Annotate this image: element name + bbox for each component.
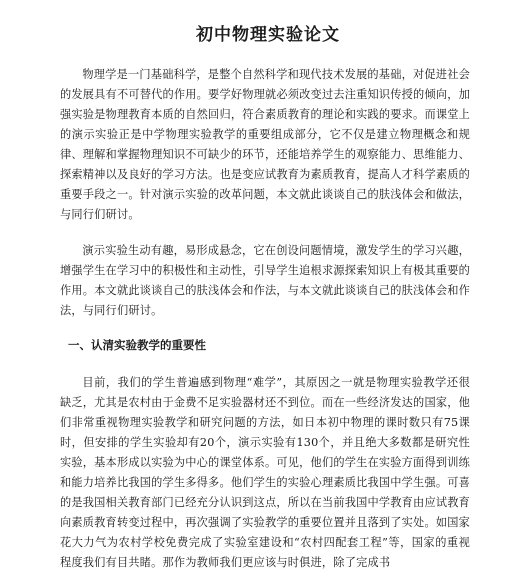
section-paragraph: 目前，我们的学生普遍感到物理“难学”，其原因之一就是物理实验教学还很缺乏，尤其是农村由于金费不足实验器材还不到位。而在一些经济发达的国家，他们非常重视物理实验教学和研究问题的方法，如日本初中物理的课时数只有75课时，但安排的学生实验却有20个，演示实验有130个，并且绝大多数都是研究性实验，基本形成以实验为中心的课堂体系。可见，他们的学生在实验方面得到训练和能力培养比我国的学生多得多。他们学生的实验心理素质比我国中学生强。可喜的是我国相关教育部门已经充分认识到这点，所以在当前我国中学教育由应试教育向素质教育转变过程中，再次强调了实验教学的重要位置并且落到了实处。如国家花大力气为农村学校免费完成了实验室建设和“农村四配套工程”等，国家的重视程度我们有目共睹。那作为教师我们更应该与时俱进，除了完成书	[60, 376, 470, 569]
intro-paragraph: 物理学是一门基础科学，是整个自然科学和现代技术发展的基础，对促进社会的发展具有不可替代的作用。要学好物理就必须改变过去注重知识传授的倾向，加强实验是物理教育本质的自然回归，符合素质教育的理论和实践的要求。而课堂上的演示实验正是中学物理实验教学的重要组成部分，它不仅是建立物理概念和规律、理解和掌握物理知识不可缺少的环节，还能培养学生的观察能力、思维能力、探索精神以及良好的学习方法。也是变应试教育为素质教育，提高人才科学素质的重要手段之一。针对演示实验的改革问题，本文就此谈谈自己的肤浅体会和做法，与同行们研讨。	[60, 68, 470, 221]
document-title: 初中物理实验论文	[196, 25, 340, 45]
section-heading: 一、认清实验教学的重要性	[68, 338, 206, 352]
demo-experiment-paragraph: 演示实验生动有趣，易形成悬念，它在创设问题情境，激发学生的学习兴趣，增强学生在学习中的积极性和主动性，引导学生追根求源探索知识上有极其重要的作用。本文就此谈谈自己的肤浅体会和作法，与本文就此谈谈自己的肤浅体会和作法，与同行们研讨。	[60, 244, 470, 317]
